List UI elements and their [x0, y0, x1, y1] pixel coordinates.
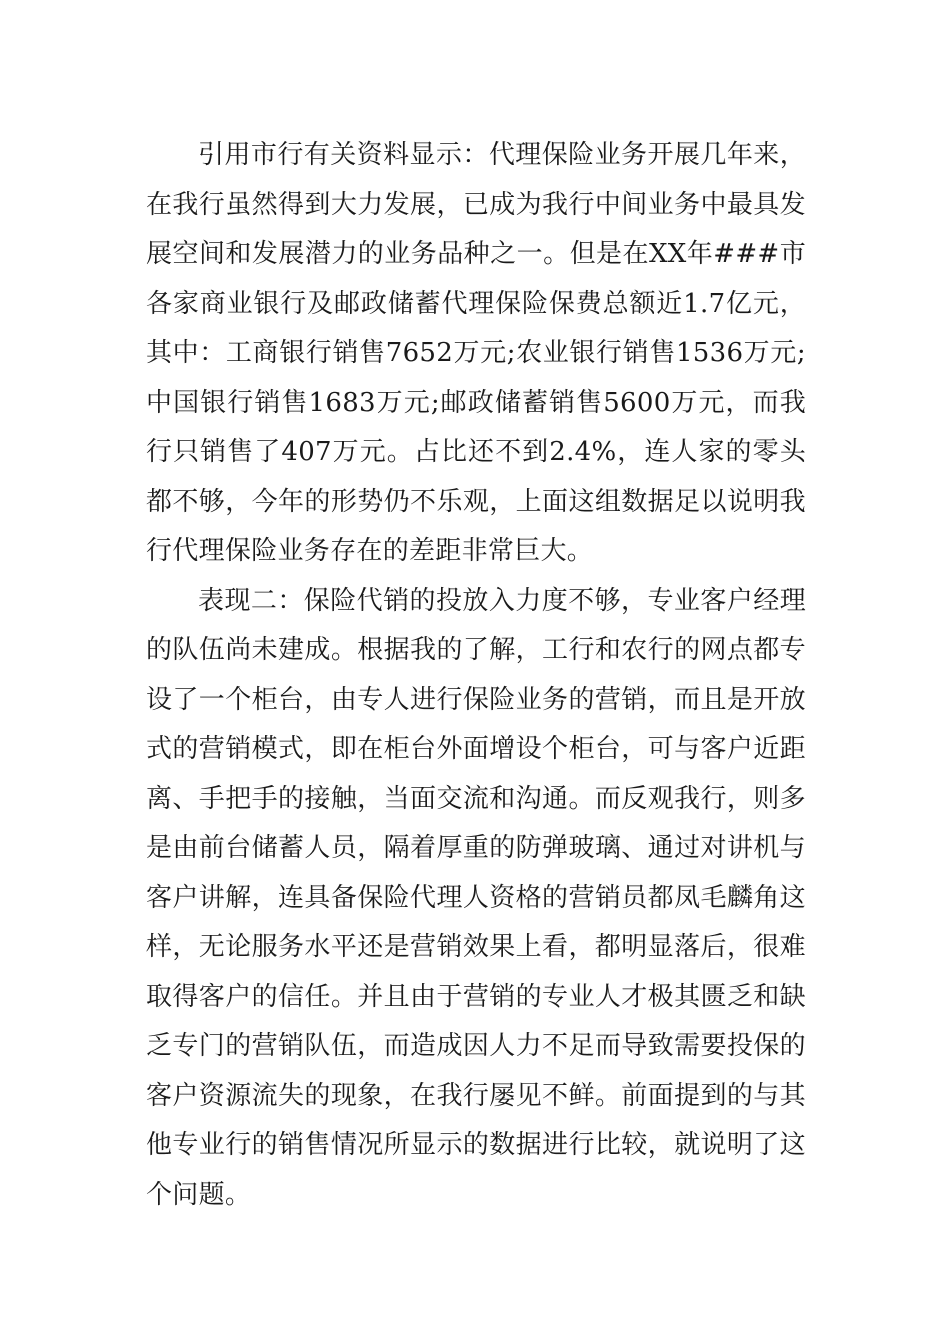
paragraph-2: 表现二：保险代销的投放入力度不够，专业客户经理的队伍尚未建成。根据我的了解，工行和农行的网点都专设了一个柜台，由专人进行保险业务的营销，而且是开放式的营销模式，即在柜台外面增设个柜台，可与客户近距离、手把手的接触，当面交流和沟通。而反观我行，则多是由前台储蓄人员，隔着厚重的防弹玻璃、通过对讲机与客户讲解，连具备保险代理人资格的营销员都凤毛麟角这样，无论服务水平还是营销效果上看，都明显落后，很难取得客户的信任。并且由于营销的专业人才极其匮乏和缺乏专门的营销队伍，而造成因人力不足而导致需要投保的客户资源流失的现象，在我行屡见不鲜。前面提到的与其他专业行的销售情况所显示的数据进行比较，就说明了这个问题。 [146, 585, 806, 1210]
paragraph-1: 引用市行有关资料显示：代理保险业务开展几年来，在我行虽然得到大力发展，已成为我行中间业务中最具发展空间和发展潜力的业务品种之一。但是在XX年###市各家商业银行及邮政储蓄代理保险保费总额近1.7亿元，其中：工商银行销售7652万元;农业银行销售1536万元;中国银行销售1683万元;邮政储蓄销售5600万元，而我行只销售了407万元。占比还不到2.4%，连人家的零头都不够，今年的形势仍不乐观，上面这组数据足以说明我行代理保险业务存在的差距非常巨大。 [146, 140, 806, 566]
document-body [146, 131, 806, 1220]
